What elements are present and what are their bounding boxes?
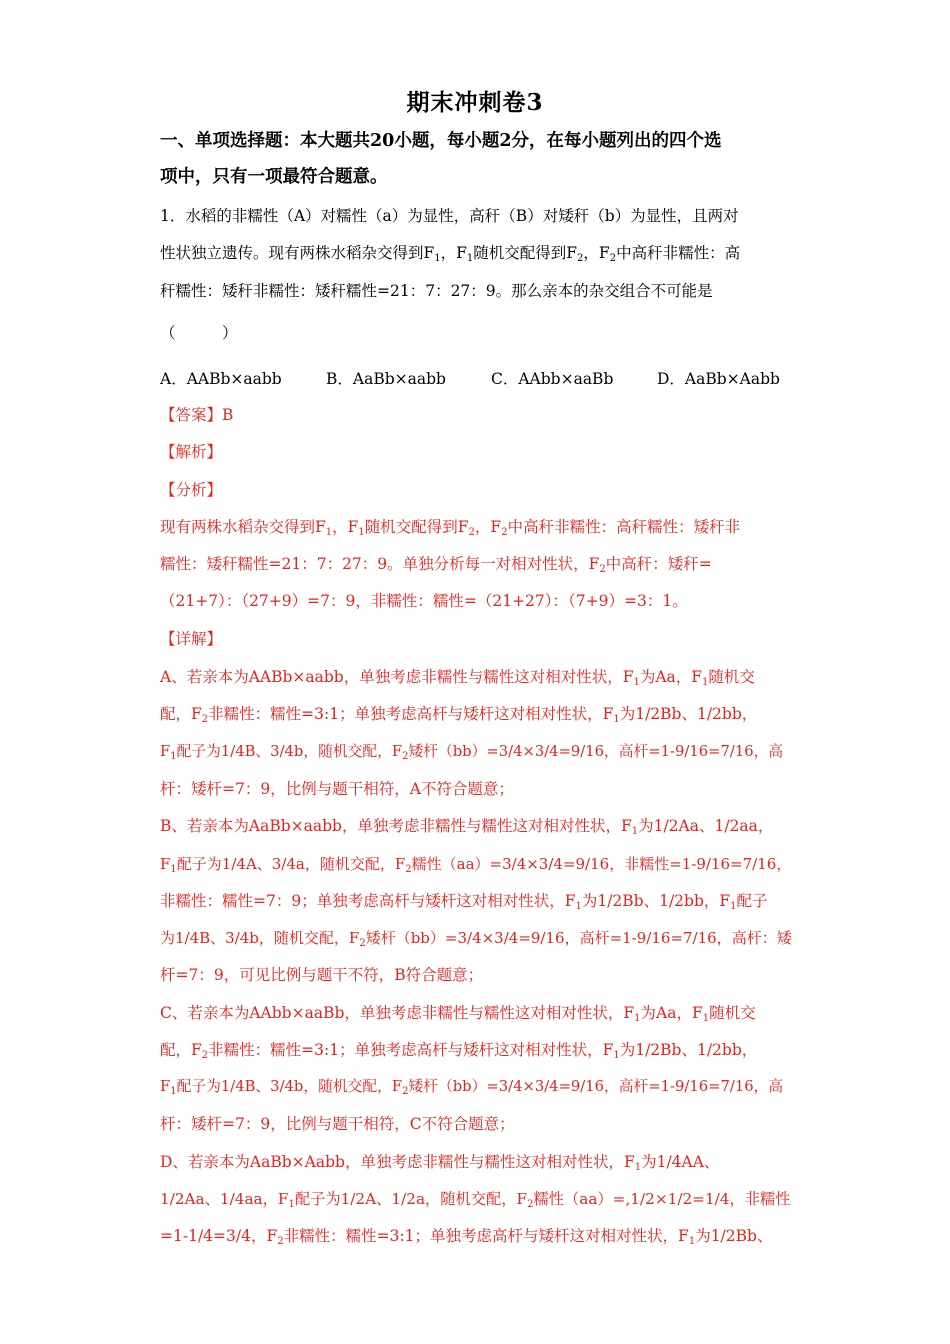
option-b: B．AaBb×aabb	[326, 370, 446, 388]
option-a: A．AABb×aabb	[160, 370, 282, 388]
question-text: 性状独立遗传。现有两株水稻杂交得到$F_1$，$F_1$随机交配得到$F_2$，$F_2$中高秆非糯性：高	[160, 244, 741, 264]
detail-c-text: 配，$F_2$非糯性：糯性=3:1；单独考虑高杆与矮杆这对相对性状，$F_1$为1/2Bb、1/2bb，	[160, 1041, 758, 1061]
detail-a-text: 杆：矮杆=7：9，比例与题干相符，A不符合题意；	[160, 780, 514, 798]
fenxi-tag: 【分析】	[160, 481, 223, 499]
analysis-text: 现有两株水稻杂交得到$F_1$，$F_1$随机交配得到$F_2$，$F_2$中高秆非糯性：高秆糯性：矮秆非	[160, 518, 741, 538]
detail-c-text: $F_1$配子为1/4B、3/4b，随机交配，$F_2$矮杆（bb）=3/4×3/4=9/16，高杆=1-9/16=7/16，高	[160, 1078, 784, 1097]
section-heading-line: 项中，只有一项最符合题意。	[160, 167, 388, 187]
analysis-tag: 【解析】	[160, 443, 223, 461]
question-text: 秆糯性：矮秆非糯性：矮秆糯性=21：7：27：9。那么亲本的杂交组合不可能是	[160, 282, 713, 300]
answer-tag: 【答案】	[160, 406, 223, 424]
answer-line	[160, 404, 792, 426]
detail-a-text: 配，$F_2$非糯性：糯性=3:1；单独考虑高杆与矮杆这对相对性状，$F_1$为1/2Bb、1/2bb，	[160, 705, 758, 725]
detail-b-text: 非糯性：糯性=7：9；单独考虑高杆与矮杆这对相对性状，$F_1$为1/2Bb、1/2bb，$F_1$配子	[160, 892, 768, 912]
detail-b-text: $F_1$配子为1/4A、3/4a，随机交配，$F_2$糯性（aa）=3/4×3/4=9/16，非糯性=1-9/16=7/16，	[160, 855, 792, 875]
answer-value: B	[222, 406, 234, 424]
detail-c-text: 杆：矮杆=7：9，比例与题干相符，C不符合题意；	[160, 1115, 515, 1133]
detail-tag: 【详解】	[160, 630, 223, 648]
detail-d-text: D、若亲本为AaBb×Aabb，单独考虑非糯性与糯性这对相对性状，$F_1$为1/4AA、	[160, 1153, 720, 1173]
option-d: D．AaBb×Aabb	[657, 370, 780, 388]
question-text: 1．水稻的非糯性（A）对糯性（a）为显性，高秆（B）对矮秆（b）为显性，且两对	[160, 207, 739, 225]
section-heading	[160, 123, 792, 195]
detail-b-text: 为1/4B、3/4b，随机交配，$F_2$矮杆（bb）=3/4×3/4=9/16，高杆=1-9/16=7/16，高杆：矮	[160, 929, 792, 949]
page-title: 期末冲刺卷3	[406, 89, 544, 116]
answer-blank: （ ）	[160, 324, 238, 342]
section-heading-line: 一、单项选择题：本大题共20小题，每小题2分，在每小题列出的四个选	[160, 131, 722, 151]
detail-b-text: 杆=7：9，可见比例与题干不符，B符合题意；	[160, 966, 484, 984]
analysis-text: 糯性：矮秆糯性=21：7：27：9。单独分析每一对相对性状，$F_2$中高秆：矮秆=	[160, 555, 712, 575]
detail-a-text: A、若亲本为AABb×aabb，单独考虑非糯性与糯性这对相对性状，$F_1$为Aa，$F_1$随机交	[160, 668, 755, 688]
analysis-text: （21+7）：（27+9）=7：9，非糯性：糯性=（21+27）：（7+9）=3：1。	[160, 592, 688, 610]
detail-d-text: 1/2Aa、1/4aa，$F_1$配子为1/2A、1/2a，随机交配，$F_2$糯性（aa）=,1/2×1/2=1/4，非糯性	[160, 1190, 791, 1210]
answer-options	[160, 367, 792, 389]
detail-d-text: =1-1/4=3/4，$F_2$非糯性：糯性=3:1；单独考虑高杆与矮杆这对相对性状，$F_1$为1/2Bb、	[160, 1227, 773, 1247]
option-c: C．AAbb×aaBb	[491, 370, 614, 388]
detail-a-text: $F_1$配子为1/4B、3/4b，随机交配，$F_2$矮杆（bb）=3/4×3/4=9/16，高杆=1-9/16=7/16，高	[160, 743, 784, 762]
detail-c-text: C、若亲本为AAbb×aaBb，单独考虑非糯性与糯性这对相对性状，$F_1$为Aa，$F_1$随机交	[160, 1004, 756, 1024]
detail-b-text: B、若亲本为AaBb×aabb，单独考虑非糯性与糯性这对相对性状，$F_1$为1/2Aa、1/2aa，	[160, 817, 774, 837]
